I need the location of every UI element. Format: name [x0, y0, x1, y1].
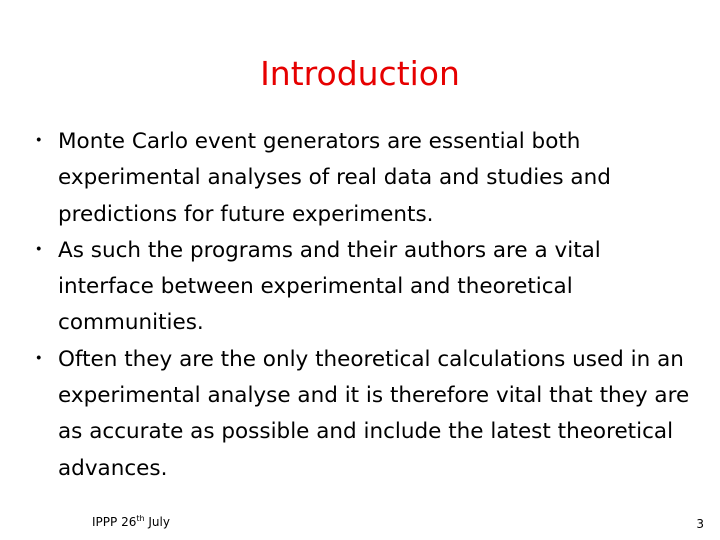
bullet-marker-icon: ・ — [28, 237, 50, 263]
bullet-text: Often they are the only theoretical calculations used in an experimental analyse and it is therefore vital that they are as accurate as possible and include the latest theoretical advances. — [58, 346, 690, 481]
bullet-list — [24, 124, 694, 487]
bullet-item — [24, 233, 694, 342]
footer-date-suffix: th — [136, 514, 145, 523]
page-number: 3 — [696, 517, 704, 531]
bullet-text: Monte Carlo event generators are essential both experimental analyses of real data and studies and predictions for future experiments. — [58, 129, 611, 227]
bullet-item — [24, 342, 694, 487]
footer-event: IPPP 26 — [92, 515, 137, 529]
slide-title: Introduction — [260, 54, 460, 93]
bullet-marker-icon: ・ — [28, 129, 50, 154]
footer-text — [92, 514, 170, 530]
bullet-text: As such the programs and their authors are a vital interface between experimental and theoretical communities. — [58, 237, 601, 336]
footer-month: July — [144, 515, 170, 529]
bullet-marker-icon: ・ — [28, 346, 50, 372]
bullet-item — [24, 124, 694, 233]
